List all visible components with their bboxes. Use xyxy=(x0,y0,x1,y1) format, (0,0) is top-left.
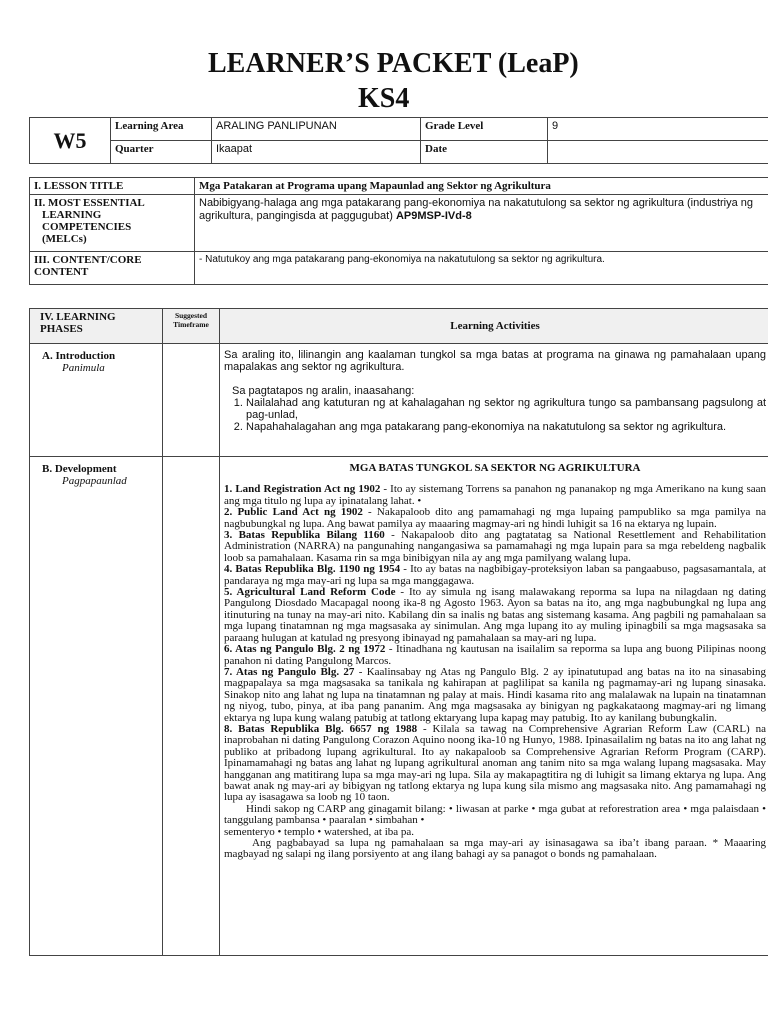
dev-phase: B. Development xyxy=(42,463,117,475)
intro-objective: 2. Napahahalagahan ang mga patakarang pang-ekonomiya na nakatutulong sa sektor ng agrikultura. xyxy=(246,421,766,433)
land-payment: Ang pagbabayad sa lupa ng pamahalaan sa mga may-ari ay isinasagawa sa iba’t ibang paraan. * Maaaring magbayad ng salapi ng ilang porsiyento at ang ilang bahagi ay sa panagot o bonds ng pamahalaan. xyxy=(224,837,766,861)
learning-area-value: ARALING PANLIPUNAN xyxy=(212,118,421,141)
intro-phase-sub: Panimula xyxy=(62,362,105,374)
content-text: - Natutukoy ang mga patakarang pang-ekonomiya na nakatutulong sa sektor ng agrikultura. xyxy=(195,252,768,285)
content-label: III. CONTENT/CORE CONTENT xyxy=(30,252,195,285)
phases-col-header: IV. LEARNING PHASES xyxy=(30,309,163,344)
intro-timeframe xyxy=(163,344,220,457)
intro-lead: Sa pagtatapos ng aralin, inaasahang: xyxy=(232,385,415,397)
learning-area-label: Learning Area xyxy=(111,118,212,141)
grade-level-value: 9 xyxy=(548,118,768,141)
lesson-title-label: I. LESSON TITLE xyxy=(30,178,195,195)
melc-text: Nabibigyang-halaga ang mga patakarang pang-ekonomiya na nakatutulong sa sektor ng agrikultura (industriya ng agrikultura, pangingisda at paggugubat) AP9MSP-IVd-8 xyxy=(195,195,768,252)
dev-phase-cell xyxy=(30,457,163,956)
intro-phase: A. Introduction xyxy=(42,350,116,362)
law-item: 1. Land Registration Act ng 1902 - Ito ay sistemang Torrens sa panahon ng pananakop ng mga Amerikano na kung saan ang mga titulo ng lupa ay ipinatalang lahat. • xyxy=(224,483,766,507)
date-value xyxy=(548,141,768,164)
law-item: 7. Atas ng Pangulo Blg. 27 - Kaalinsabay ng Atas ng Pangulo Blg. 2 ay ipinatutupad ang batas na ito na sinasabing magpapalaya sa mga magsasaka sa tanikala ng kahirapan at paglilipat sa kanila ng pagmamay-ari ng lupang sinasaka. Sinakop nito ang lahat ng lupa na tinatamnan ng palay at mais. Hindi kasama rito ang malalawak na lupain na tinatamnan ng niyog, tubo, pinya, at iba pang pananim. Ang mga magsasaka ay binigyan ng pagkakataong magmay-ari ng limang ektarya ng lupa kung walang patubig at tatlong ektaryang lupa kapag may patubig. Ito ay kanilang bubungkalin. xyxy=(224,665,766,724)
laws-list xyxy=(224,484,766,803)
law-item: 3. Batas Republika Bilang 1160 - Nakapaloob dito ang pagtatatag sa National Resettlement and Rehabilitation Administration (NARRA) na pangunahing nangangasiwa sa pamamahagi ng mga lupain para sa mga rebeldeng nagbalik loob sa pamahalaan. Kasama rin sa mga binibigyan nila ay ang mga pamilyang walang lupa. xyxy=(224,529,766,564)
intro-activities xyxy=(220,344,768,457)
lesson-title: Mga Patakaran at Programa upang Mapaunlad ang Sektor ng Agrikultura xyxy=(195,178,768,195)
law-item: 2. Public Land Act ng 1902 - Nakapaloob dito ang pamamahagi ng mga lupaing pampubliko sa mga pamilya na nagbubungkal ng lupa. Ang bawat pamilya ay maaaring magmay-ari ng hindi luhigit sa 16 na ektarya ng lupain. xyxy=(224,506,767,530)
timeframe-col-header: Suggested Timeframe xyxy=(163,309,220,344)
packet-subtitle: KS4 xyxy=(358,83,410,114)
activities-col-header: Learning Activities xyxy=(220,309,768,344)
quarter-label: Quarter xyxy=(111,141,212,164)
dev-timeframe xyxy=(163,457,220,956)
carp-exemptions-cont: sementeryo • templo • watershed, at iba pa. xyxy=(224,825,415,838)
dev-activities xyxy=(220,457,768,956)
header-table xyxy=(29,117,768,164)
date-label: Date xyxy=(421,141,548,164)
lesson-table xyxy=(29,177,768,285)
intro-paragraph: Sa araling ito, lilinangin ang kaalaman tungkol sa mga batas at programa na ginawa ng pamahalaan upang mapalakas ang sektor ng agrikultura. xyxy=(224,349,766,373)
laws-heading: MGA BATAS TUNGKOL SA SEKTOR NG AGRIKULTURA xyxy=(349,462,641,474)
dev-phase-sub: Pagpapaunlad xyxy=(62,475,127,487)
grade-level-label: Grade Level xyxy=(421,118,548,141)
intro-phase-cell xyxy=(30,344,163,457)
law-item: 5. Agricultural Land Reform Code - Ito ay simula ng isang malawakang reporma sa lupa na nilagdaan ng dating Pangulong Diosdado Macapagal noong ika-8 ng Agosto 1963. Ayon sa batas na ito, ang mga nagbubungkal ng lupa ang itinuturing na tunay na may-ari nito. Kabilang din sa inalis ng batas ang sistemang kasama. Ang pagbili ng pamahalaan sa mga lupang tinatamnan ng mga magsasaka ay sinimulan. Ang mga lupang ito ay muling ipinagbili sa mga magsasaka sa paraang hulugan at katulad ng presyong ibinayad ng pamahalaan sa may-ari ng lupa. xyxy=(224,586,766,644)
law-item: 4. Batas Republika Blg. 1190 ng 1954 - Ito ay batas na nagbibigay-proteksiyon laban sa pangaabuso, pagsasamantala, at pandaraya ng mga may-ari ng lupa sa mga manggagawa. xyxy=(224,563,767,587)
learning-phases-table xyxy=(29,308,768,956)
intro-objective: 1. Nailalahad ang katuturan ng at kahalagahan ng sektor ng agrikultura tungo sa pambansang pagsulong at pag-unlad, xyxy=(246,397,766,421)
quarter-value: Ikaapat xyxy=(212,141,421,164)
melc-label: II. MOST ESSENTIAL LEARNING COMPETENCIES (MELCs) xyxy=(30,195,195,252)
law-item: 8. Batas Republika Blg. 6657 ng 1988 - Kilala sa tawag na Comprehensive Agrarian Reform Law (CARL) na inaprobahan ni dating Pangulong Corazon Aquino noong ika-10 ng Hunyo, 1988. Ipinasailalim ng batas na ito ang lahat ng publiko at pribadong lupang agrikultural. Ito ay nakapaloob sa Comprehensive Agrarian Reform Program (CARP). Ipinamamahagi ng batas ang lahat ng lupang agrikultural anoman ang tanim nito sa mga walang lupang magsasaka. May hangganan ang matitirang lupa sa mga may-ari ng lupa. Sila ay makapagtitira ng di luhigit sa limang ektarya ng lupa. Ang bawat anak ng may-ari ay bibigyan ng tatlong ektarya ng lupa kung sila mismo ang magsasaka nito. Ang pamamahagi ng lupa ay isasagawa sa loob ng 10 taon. xyxy=(224,722,766,804)
law-item: 6. Atas ng Pangulo Blg. 2 ng 1972 - Itinadhana ng kautusan na isailalim sa reporma sa lupa ang buong Pilipinas noong panahon ni dating Pangulong Marcos. xyxy=(224,643,766,667)
week-label: W5 xyxy=(30,118,111,164)
carp-exemptions: Hindi sakop ng CARP ang ginagamit bilang: • liwasan at parke • mga gubat at reforestration area • mga palaisdaan • tanggulang pambansa • paaralan • simbahan • xyxy=(224,802,766,827)
